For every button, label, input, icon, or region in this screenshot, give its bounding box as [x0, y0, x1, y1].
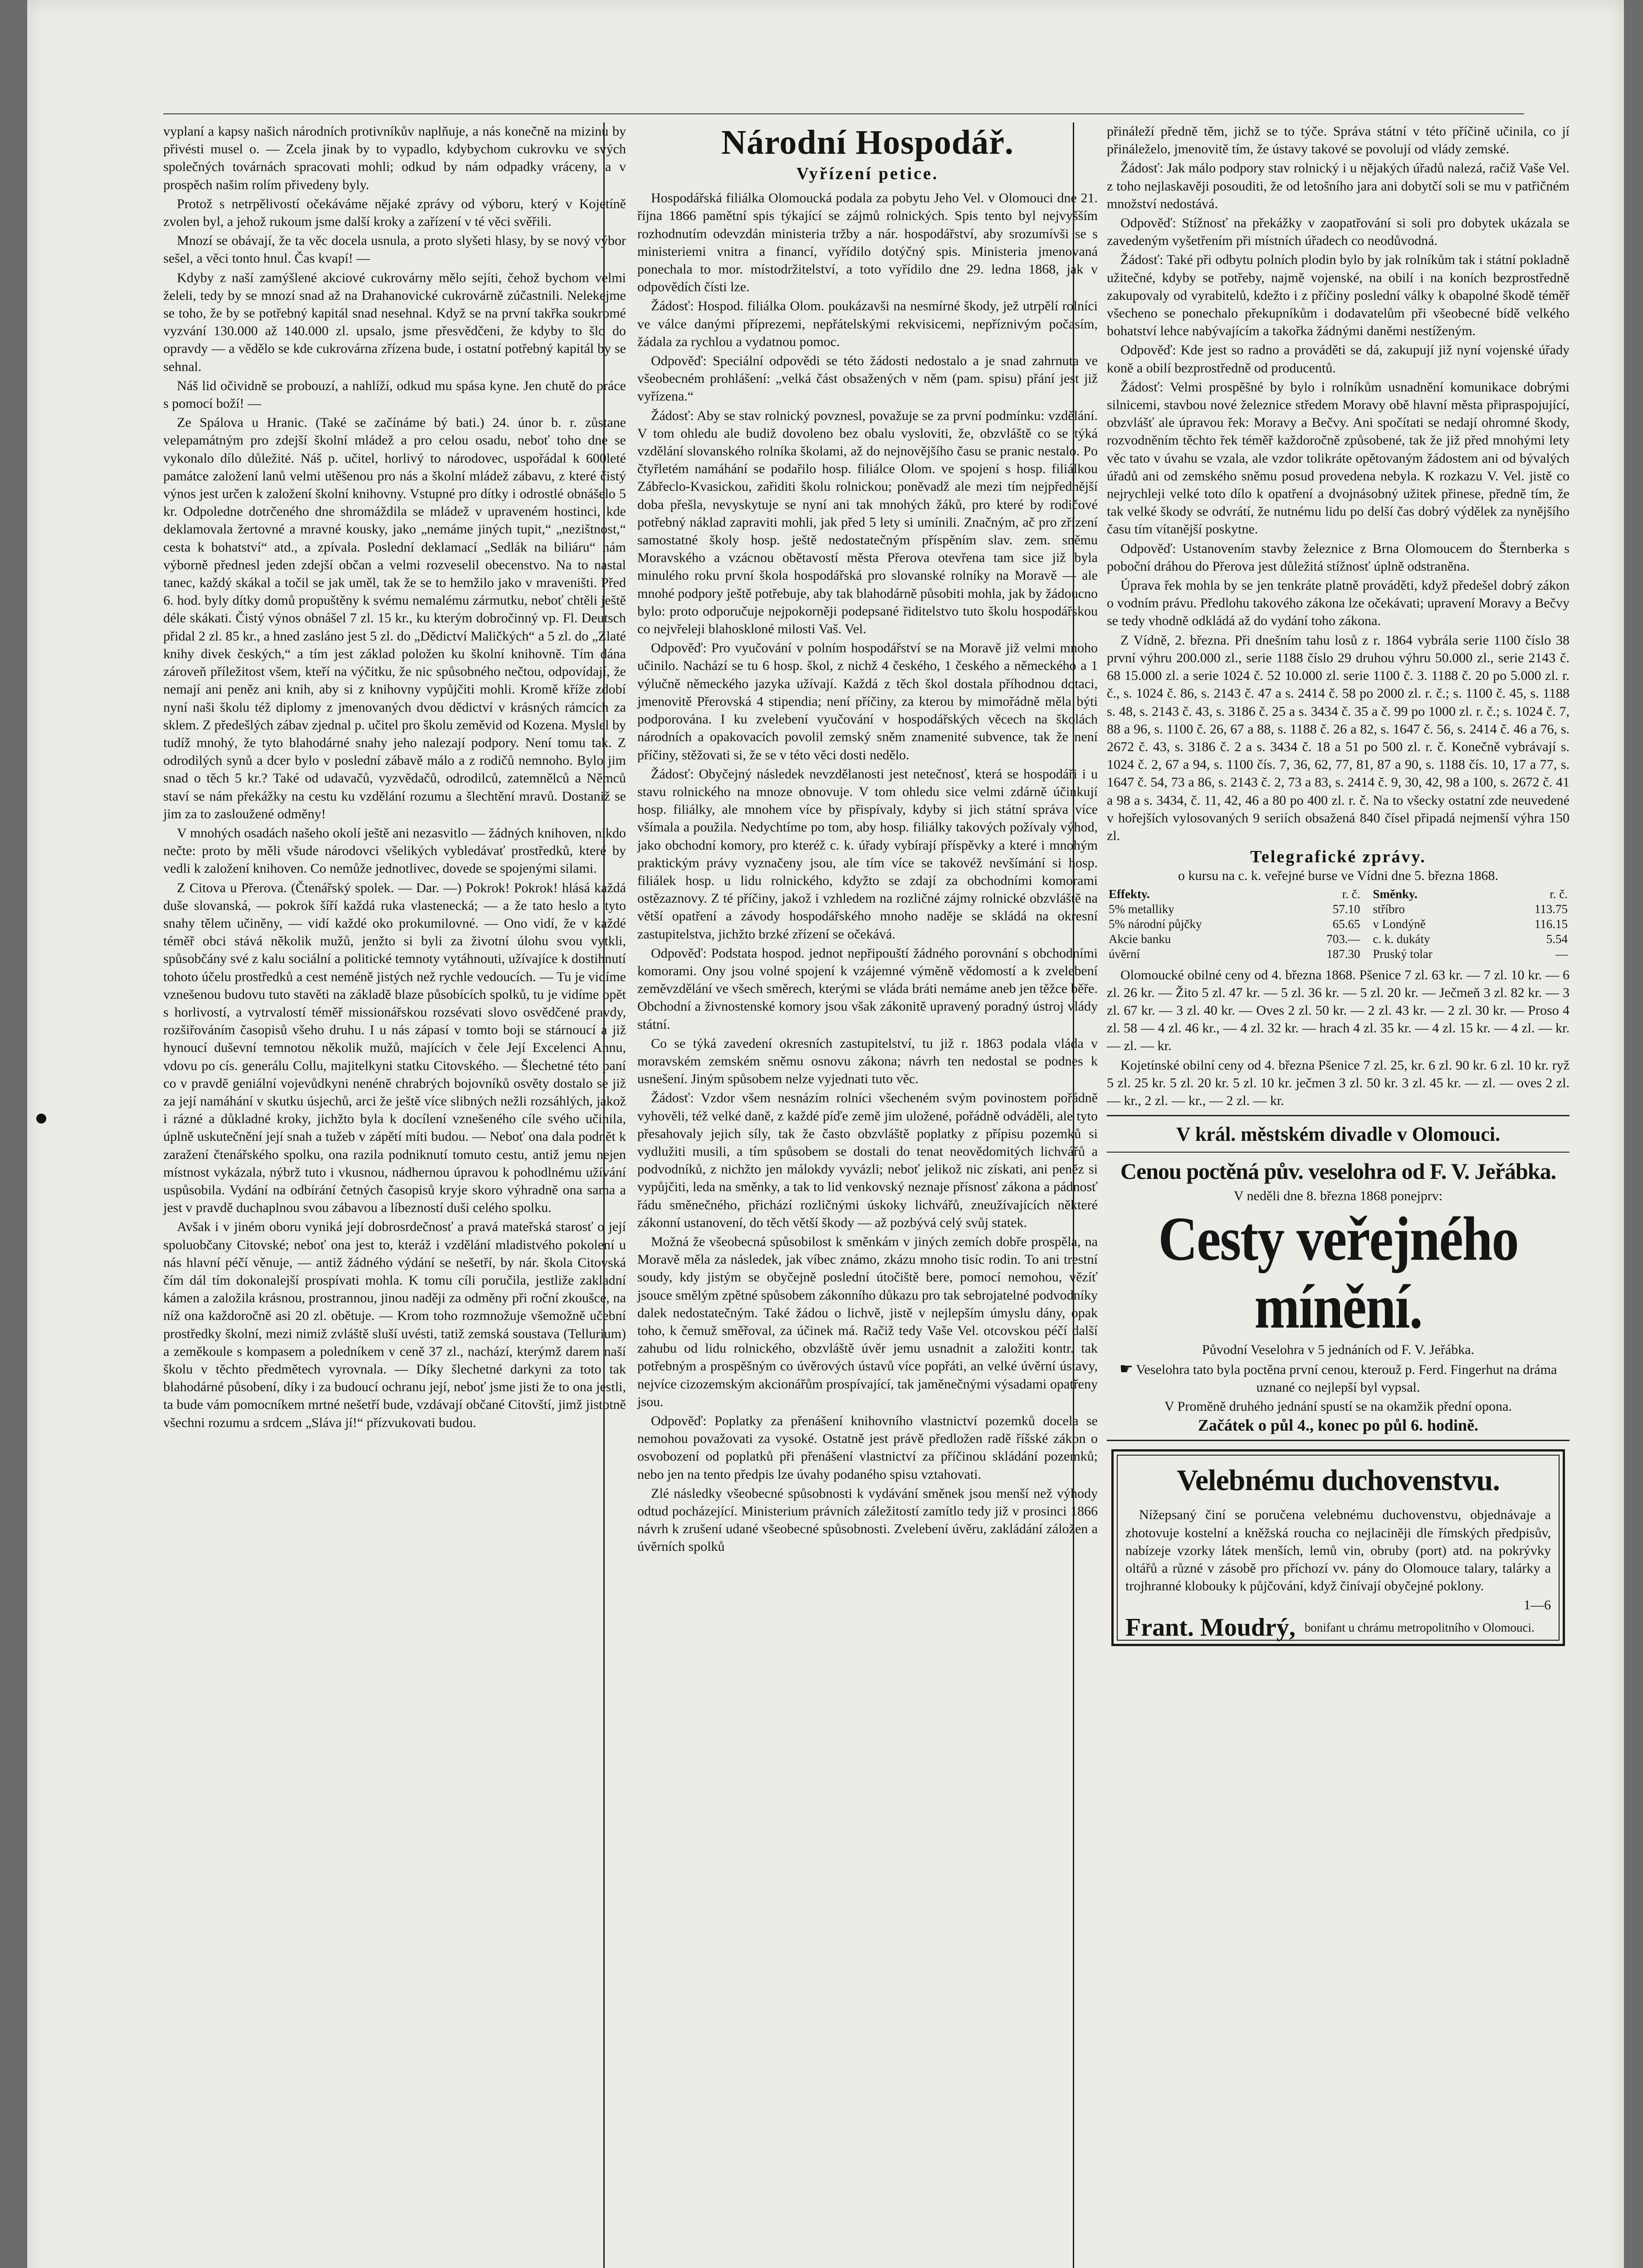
- theatre-play-title: Cesty veřejného mínění.: [1158, 1204, 1518, 1342]
- theatre-note: [1107, 1360, 1570, 1396]
- ad-title: Velebnému duchovenstvu.: [1177, 1464, 1500, 1497]
- paragraph: Úprava řek mohla by se jen tenkráte platně prováděti, když předešel dobrý zákon o vodním právu. Předlohu takového zákona lze očekávati; upravení Moravy a Bečvy se tedy vhodně odkládá až do vydání toho zákona.: [1107, 578, 1570, 629]
- paragraph: Odpověď: Pro vyučování v polním hospodářství se na Moravě již velmi mnoho učinilo. Nachází se tu 6 hosp. škol, z nichž 4 českého, 1 českého a německého a 1 výlučně německého jazyka užívají. Každá z těch škol dostala příhodnou dotaci, jmenovitě Přerovská 4 stipendia; není příčiny, za kterou by mimořádně měla býti podporována. I ku zvelebení vyučování v hospodářských věcech na školách národních a opakovacích povolil zemský sněm znamenité subvence, tak že není příčiny, stěžovati si, že se v této věci dosti nedělo.: [637, 640, 1098, 763]
- paragraph: Žádosť: Také při odbytu polních plodin bylo by jak rolníkům tak i státní pokladně užitečné, kdyby se potřeby, najmě vojenské, na obilí i na koních bezprostředně zakupovaly od vyrabitelů, kdežto i z příčiny poslední války k obapolné škodě téměř všecheno se ponechalo překupníkům i dodavatelům při všeobecné bídě velkého bohatství lehce nabývajícím a takořka žádnými daněmi nestíženým.: [1107, 252, 1570, 339]
- article-citov: Z Citova u Přerova. (Čtenářský spolek. — Dar. —) Pokrok! Pokrok! hlásá každá duše slovanská, — pokrok šíří každá ruka vlastenecká; — a že tato heslo a tyto snahy tělem učiněny, — vidí každé oko prokumilovné. — Ono vidí, že v každé téměř obci stává několik mužů, jenžto si byli za životní úlohu svou vytkli, spůsobčány své z kalu sociální a politické temnoty vytáhnouti, užívajíce k dostihnutí tohoto účelu prostředků a cest neméně jistých než rychle vedoucích. — Tu je vidíme vznešenou budovu tuto stavěti na základě blaze působících spolků, tu je vidíme opět s horlivostí, a vytrvalostí téměř missionářskou rozsévati slovo osvědčené pravdy, rozšiřováním časopisů všeho druhu. I u nás zápasí v tomto boji se stárnoucí a již hynoucí duševní temnotou několik mužů, majících v čele Její Excelenci Annu, vdovu po cís. generálu Collu, majitelkyni statku Citovského. — Šlechetné této paní co v pravdě geniální vojevůdkyni nenéně chrabrých bojovníků osvěty dostalo se již za její namáhání v skutku úsjechů, arci že ještě více slibných nežli rozsáhlých, jakož i rázné a důkladné kroky, jichžto byla k docílení vznešeného cíle svého učinila, úplně uskutečnění její snah a tužeb v zápětí míti budou. — Neboť ona dala podnět k zaražení čtenářského spolku, ona razila podniknutí tomuto cestu, antiž jemu nejen místnost vykázala, nýbrž tuto i vkusnou, nádhernou úpravou k pohodlnému užívání uspůsobila. Vydání na odbírání četných časopisů kryje skoro výhradně ona sama a jest v pravdě duchaplnou svou zábavou a líbezností duši celého spolku.: [163, 880, 626, 1216]
- paragraph: Možná že všeobecná spůsobilost k směnkám v jiných zemích dobře prospěla, na Moravě měla za následek, jak víbec známo, zkázu mnoho tisíc rodin. To ani trestní soudy, kdy jistým se obyčejně poslední útočiště bere, pomocí nemohou, vězíť jsouce smělým zpětné spůsobem zákonního důkazu pro tak sebrojatelné podvodníky dalek nedostatečným. Také žádou o lichvě, jistě v nejlepším úmyslu dány, opak toho, k čemuž směřoval, za účinek má. Račiž tedy Vaše Vel. otcovskou péčí další zahubu od lidu rolnického, obzvláště úvěr jemu usnadnit a založiti kontr. tak potřebným a prospěšným co úvěrových ústavů více popřáti, an velké úvěrní ústavy, nejvíce cizozemským akcionářům prospívající, tak jaměnečnými výsadami opatřeny jsou.: [637, 1234, 1098, 1409]
- exchange-label: Směnky.: [1373, 887, 1418, 901]
- paragraph: přináleží předně těm, jichž se to týče. Správa státní v této příčině učinila, co jí přináleželo, jmenovitě tím, že ústavy takové se povolují od vlády zemské.: [1107, 124, 1570, 157]
- paragraph: Avšak i v jiném oboru vyniká její dobrosrdečnosť a pravá mateřská starosť o její spoluobčany Citovské; neboť ona jest to, kteráž i vzdělání mladistvého pokolení u nás hlavní péčí věnuje, — antiž žádného výdání se nešetří, by nár. škola Citovská čím dál tím dokonalejší prospívati mohla. K tomu cíli poručila, jestliže zakladní kámen a založila krásnou, prostrannou, jinou naději za odměny při roční zkoušce, na níž ona každoročně asi 20 zl. obětuje. — Krom toho rozmnožuje všemožně učební prostředky školní, mezi nimiž zvláště sluší uvésti, tatiž zemská soustava (Tellurium) a zeměkoule s kompasem a poledníkem v ceně 37 zl., nachází, kterýmž darem naší školu v těchto předmětech vyrovnala. — Díky šlechetné darkyni za toto tak blahodárné působení, díky i za budoucí ochranu její, neboť jsme jisti že to ona jestli, ta bude vám pomocníkem mrtné nešetří bude, vzdávají občané Citovští, jimž jistotně všechni rozumu a srdcem „Sláva jí!“ přízvukovati budou.: [163, 1219, 626, 1430]
- newspaper-page: [27, 0, 1624, 2268]
- top-rule: [163, 113, 1524, 114]
- theatre-date: V neděli dne 8. března 1868 ponejprv:: [1233, 1188, 1443, 1204]
- paragraph: Odpověď: Kde jest so radno a prováděti se dá, zakupují již nyní vojenské úřady koně a obilí bezprostředně od producentů.: [1107, 342, 1570, 376]
- paragraph: Mnozí se obávají, že ta věc docela usnula, a proto slyšeti hlasy, by se nový výbor sešel, a věci tonto hnul. Čas kvapí! —: [163, 233, 626, 266]
- exchange-value: 5.54: [1546, 932, 1568, 946]
- binding-hole: [36, 1114, 46, 1124]
- grain-prices-kojetin: Kojetínské obilní ceny od 4. března Pšenice 7 zl. 25, kr. 6 zl. 90 kr. 6 zl. 10 kr. ryž 5 zl. 25 kr. 5 zl. 20 kr. 5 zl. 10 kr. ječmen 3 zl. 50 kr. 3 zl. 45 kr. — zl. — oves 2 zl. — kr., 2 zl. — kr., — 2 zl. — kr.: [1107, 1057, 1570, 1108]
- pointing-hand-icon: ☛: [1119, 1360, 1134, 1378]
- theatre-desc: Původní Veselohra v 5 jednáních od F. V. Jeřábka.: [1202, 1342, 1475, 1358]
- effect-name: 5% metalliky: [1109, 902, 1174, 916]
- paragraph: Žádosť: Jak málo podpory stav rolnický i u nějakých úřadů nalezá, račiž Vaše Vel. z toho nejlaskavěji posouditi, že od letošního jara ani dobytčí soli se mu v patřičném množství nedostává.: [1107, 161, 1570, 211]
- paragraph: Odpověď: Poplatky za přenášení knihovního vlastnictví pozemků docela se nemohou považovati za vysoké. Ostatně jest právě předložen radě říšské zákon o osvobození od poplatků při přenášení vlastnictví za příčinou skládání pozemků; nebo jen na tento předpis lze úvahy podaného spisu vztahovati.: [637, 1413, 1098, 1482]
- advertisement-box: [1111, 1449, 1565, 1646]
- exchange-name: v Londýně: [1373, 917, 1426, 931]
- paragraph: Náš lid očividně se probouzí, a nahlíží, odkud mu spása kyne. Jen chutě do práce s pomocí boží! —: [163, 378, 626, 411]
- divider: [1107, 1440, 1570, 1441]
- paragraph: Kdyby z naší zamýšlené akciové cukrovárny mělo sejíti, čehož bychom velmi želeli, tedy by se mnozí snad až na Drahanovické cukrovárně zúčastnili. Nelekejme se toho, že by se potřebný kapitál snad nesehnal. Když se na první takřka soukromé vyzvání 130.000 až 140.000 zl. upsalo, jsme přesvědčeni, že kdyby to šlo do opravdy — a vědělo se kde cukrovárna zřízena bude, i ostatní potřebný kapitál by se sehnal.: [163, 270, 626, 374]
- paragraph: Co se týká zavedení okresních zastupitelství, tu již r. 1863 podala vláda v moravském zemském sněmu osnovu zákona; návrh ten nedostal se podnes k usnešení. Jiným spůsobem nelze vyjednati tuto věc.: [637, 1036, 1098, 1087]
- ad-ref: 1—6: [1524, 1598, 1551, 1613]
- ad-signature-note: bonifant u chrámu metropolitního v Olomouci.: [1304, 1620, 1535, 1634]
- exchange-value: 116.15: [1534, 917, 1568, 931]
- paragraph: Zlé následky všeobecné spůsobnosti k vydávání směnek jsou menší než výhody odtud pocházející. Ministerium právních záležitostí zamítlo tedy již v prosinci 1866 návrh k zrušení udané všeobecné spůsobnosti. Zvelebení úvěru, zakládání záložen a úvěrních spolků: [637, 1486, 1098, 1554]
- paragraph: Žádosť: Aby se stav rolnický povznesl, považuje se za první podmínku: vzdělání. V tom ohledu ale budiž dovoleno bez obalu vysloviti, že, obzvláště co se týká vzdělání slovanského rolníka školami, až do nejnovějšího času se pranic nestalo. Po čtyřletém namáhání se podařilo hosp. filiálce Olom. ve spojení s hosp. filiálkou Zábřeclo-Kvasickou, zařiditi školu rolnickou; poněvadž ale mezi tím nejpřednější doba přešla, nevyskytuje se nyní ani tak mnohých žáků, pro které by rodičové potřebný náklad zapraviti mohli, jak před 5 lety si umínili. Značným, ač pro zřízení samostatné školy hosp. ještě nedostatečným příspěním slav. zem. sněmu Moravského a vzácnou obětavostí města Přerova otevřena tam sice již byla minulého roku první škola hospodářská pro slovanské rolníky na Moravě — ale mnohé podpory ještě potřebuje, aby tak blahodárně působiti mohla, jak by žádoucno bylo: proto odporučuje nejpokorněji podepsané řiditelstvo tuto školu hospodářskou co nejvřeleji blahoskloné milosti Vaš. Vel.: [637, 408, 1098, 637]
- exchange-name: c. k. dukáty: [1373, 932, 1430, 946]
- ad-signature-name: Frant. Moudrý,: [1125, 1613, 1296, 1642]
- paragraph: Žádosť: Hospod. filiálka Olom. poukázavši na nesmírné škody, jež utrpělí rolníci ve válce danými příprezemi, nepřátelskými rekvisicemi, nepříznivým počasím, žádala za rychlou a vydatnou pomoc.: [637, 298, 1098, 349]
- paragraph: Odpověď: Ustanovením stavby železnice z Brna Olomoucem do Šternberka s poboční dráhou do Přerova jest důležitá stížnosť úplně odstraněna.: [1107, 541, 1570, 574]
- theatre-change: V Proměně druhého jednání spustí se na okamžik přední opona.: [1164, 1398, 1512, 1414]
- effect-value: 703.—: [1326, 932, 1360, 946]
- theatre-title: V král. městském divadle v Olomouci.: [1176, 1123, 1501, 1146]
- paragraph: Žádosť: Velmi prospěšné by bylo i rolníkům usnadnění komunikace dobrými silnicemi, stavbou nové železnice středem Moravy obě hlavní města připraspojující, obzvlášť ale úpravou řek: Moravy a Bečvy. Ani spočítati se nedají ohromné škody, rozvodněním těchto řek téměř každoročně způsobené, tak že již před mnohými lety věc tato v úvahu se vzala, ale vzdor tolikráte opětovaným žádostem ani od bývalých úřadů ani od zemského sněmu posud provedena nebyla. K rozkazu V. Vel. jistě co nejrychleji velké toto dílo k opatření a dvojnásobný užitek přinese, předně tím, že tak velké škody se odvrátí, že nutnému lidu po delší čas dobrý výdělek za nynějšího času tím vítanější poskytne.: [1107, 379, 1570, 537]
- effect-name: úvěrní: [1109, 947, 1140, 961]
- paragraph: Odpověď: Speciální odpovědi se této žádosti nedostalo a je snad zahrnuta ve všeobecném prohlášení: „velká část obsažených v něm (pam. spisu) přání jest již vyřízena.“: [637, 353, 1098, 404]
- table-row: [1107, 932, 1570, 947]
- effect-value: 57.10: [1332, 902, 1360, 916]
- divider: [1107, 1115, 1570, 1116]
- paragraph: vyplaní a kapsy našich národních protivníkův naplňuje, a nás konečně na mizinu by přivésti musel o. — Zcela jinak by to vypadlo, kdybychom cukrovku ve svých společných továrnách spracovati mohli; odkud by nám odpadky vráceny, a v prospěch našim rolím přivedeny byly.: [163, 124, 626, 192]
- effect-name: Akcie banku: [1109, 932, 1171, 946]
- table-row: [1107, 917, 1570, 932]
- column-1: [163, 122, 626, 1433]
- paragraph: Žádosť: Vzdor všem nesnázím rolníci všecheném svým povinostem pořádně vyhověli, též velké daně, z každé píďe země jim uložené, pořádně odváděli, ale tyto přesahovaly jejich síly, tak že často obzvláště poplatky z přípisu pozemků si vydlužiti musili, a tím spůsobem se dostali do tenat neovědomitých lichvářů a podvodníků, z nichžto jen málokdy vyvázli; neboť jelikož nic získati, ani peněz si vypůjčiti, leda na směnky, a tak to lid venkovský neznaje přísnosť zákona a pádnosť řádu směnečného, přichází rozličnými úskoky lichvářů, zneužívajících některé zákonní ustanovení, do těch větší škody — až pozbývá celý svůj statek.: [637, 1090, 1098, 1230]
- exchange-value: —: [1555, 947, 1568, 961]
- effect-name: 5% národní půjčky: [1109, 917, 1202, 931]
- paragraph: Odpověď: Podstata hospod. jednot nepřipouští žádného porovnání s obchodními komorami. Ony jsou volné spojení k vzájemné výměně vědomostí a k zvelebení zeměvzdělání ve všech směrech, kterými se vláda bráti nemáme aneb jen těžce běře. Obchodní a živnostenské komory jsou však zákonitě upravený poradný ústroj vlády státní.: [637, 945, 1098, 1032]
- ad-text: Nížepsaný činí se poručena velebnému duchovenstvu, objednávaje a zhotovuje kostelní a kněžská roucha co nejlaciněji dle římských předpisův, nabízeje vzorky látek menších, lemů vin, obruby (port) atd. na pokrývky oltářů a různé v zásobě pro příchozí vv. pány do Olomouce talary, talárky a trojhranné klobouky k půjčování, když činívají obyčejné poklony.: [1125, 1507, 1551, 1594]
- lottery-report: Z Vídně, 2. března. Při dnešním tahu losů z r. 1864 vybrála serie 1100 číslo 38 první výhru 200.000 zl., serie 1188 číslo 29 druhou výhru 50.000 zl., serie 2143 č. 68 15.000 zl. a serie 1024 č. 52 10.000 zl. serie 1100 č. 3. 1188 č. 20 po 5.000 zl. r. č., s. 1024 č. 86, s. 2143 č. 47 a s. 2414 č. 58 po 2000 zl. r. č.; s. 1100 č. 45, s. 1188 s. 48, s. 2143 č. 43, s. 3186 č. 25 a s. 3434 č. 35 a č. 99 po 1000 zl. r. č.; s. 1024 č. 7, 88 a 96, s. 1100 č. 26, 67 a 88, s. 1188 č. 26 a 82, s. 1647 č. 56, s. 2414 č. 46 a 76, s. 2672 č. 43, s. 3186 č. 2 a s. 3434 č. 18 a 51 po 500 zl. r. č. Konečně vybrávají s. 1024 č. 2, 67 a 94, s. 1100 čís. 7, 36, 62, 77, 81, 87 a 90, s. 1188 čís. 10, 17 a 77, s. 1647 č. 54, 73 a 86, s. 2143 č. 2, 73 a 83, s. 2414 č. 9, 30, 42, 98 a 100, s. 2672 č. 41 a 98 a s. 3434, č. 11, 42, 46 a 80 po 400 zl. r. č. Na to všecky ostatní zde neuvedené v hořejších vylosovaných 9 seriích obsažená 840 čísel připadá nejmenší výhra 150 zl.: [1107, 632, 1570, 843]
- paragraph: Protož s netrpělivostí očekáváme nějaké zprávy od výboru, který v Kojetíně zvolen byl, a jehož rukoum jsme další kroky a zařízení v té věci svěřili.: [163, 196, 626, 230]
- ad-signature: [1125, 1613, 1551, 1642]
- telegraph-title: Telegrafické zprávy.: [1250, 847, 1426, 867]
- paragraph: V mnohých osadách našeho okolí ještě ani nezasvitlo — žádných knihoven, nikdo nečte: proto by měli všude národovci všelikých vybledávať prostředků, které by vedli k založení knihoven. Co nemůže jednotlivec, dovede se spojenými silami.: [163, 825, 626, 876]
- effects-label: Effekty.: [1109, 887, 1150, 901]
- section-subtitle: Vyřízení petice.: [796, 164, 939, 183]
- theatre-time: Začátek o půl 4., konec po půl 6. hodině.: [1198, 1416, 1479, 1435]
- paragraph: Hospodářská filiálka Olomoucká podala za pobytu Jeho Vel. v Olomouci dne 21. října 1866 pamětní spis týkající se zájmů rolnických. Spis tento byl nejvyšším rozhodnutím odevzdán ministeria tržby a nár. hospodářství, aby srozumívši se s ministeriemi vnitra a financí, vyřídilo dotýčný spis. Ministeria jmenovaná ponechala to mor. místodržitelství, a toto vyřídilo dne 29. ledna 1868, jak v odpovědích čísti lze.: [637, 191, 1098, 295]
- effect-value: 65.65: [1332, 917, 1360, 931]
- section-title: Národní Hospodář.: [721, 123, 1014, 161]
- theatre-benefit: Cenou poctěná pův. veselohra od F. V. Jeřábka.: [1120, 1158, 1556, 1184]
- column-3: [1107, 122, 1570, 1646]
- effects-unit: r. č.: [1342, 887, 1360, 901]
- exchange-name: Pruský tolar: [1373, 947, 1433, 961]
- exchange-unit: r. č.: [1550, 887, 1568, 901]
- theatre-note-text: Veselohra tato byla poctěna první cenou, kterouž p. Ferd. Fingerhut na dráma uznané co nejlepší byl vypsal.: [1136, 1362, 1557, 1395]
- divider: [1107, 1152, 1570, 1153]
- table-row: [1107, 947, 1570, 962]
- table-row: [1107, 902, 1570, 917]
- paragraph: Odpověď: Stížnosť na překážky v zaopatřování si soli pro dobytek ukázala se zavedeným vyšetřením při místních úřadech co neodůvodná.: [1107, 215, 1570, 249]
- telegraph-intro: o kursu na c. k. veřejné burse ve Vídni dne 5. března 1868.: [1178, 868, 1498, 884]
- exchange-table: [1107, 887, 1570, 962]
- exchange-name: stříbro: [1373, 902, 1405, 916]
- column-2: [637, 122, 1098, 1557]
- grain-prices-olomouc: Olomoucké obilné ceny od 4. března 1868. Pšenice 7 zl. 63 kr. — 7 zl. 10 kr. — 6 zl. 26 kr. — Žito 5 zl. 47 kr. — 5 zl. 36 kr. — 5 zl. 20 kr. — Ječmeň 3 zl. 82 kr. — 3 zl. 67 kr. — 3 zl. 40 kr. — Oves 2 zl. 50 kr. — 2 zl. 43 kr. — 2 zl. 30 kr. — Proso 4 zl. 58 — 4 zl. 46 kr., — 4 zl. 32 kr. — hrach 4 zl. 35 kr. — 4 zl. 15 kr. — 4 zl. — kr. — zl. — kr.: [1107, 967, 1570, 1054]
- paragraph: Žádosť: Obyčejný následek nevzdělanosti jest netečnosť, která se hospodáři i u stavu rolnického na mnoze obnovuje. V tom ohledu sice velmi zdárně účinkují hosp. filiálky, ale mnohem více by přispívaly, kdyby si jich státní správa více všímala a použila. Nedychtíme po tom, aby hosp. filiálky takových požívaly výhod, jako obchodní komory, pro kteréž c. k. úřady vybírají příspěvky a které i mnohým praktickým právy vyznačeny jsou, ale tím více se takovéž nevšímání si hosp. filiálek hosp. u lidu rolnického, kdyžto se zdají za obchodními komorami ostězaznovy. Z té příčiny, jakož i vzhledem na rozličné zájmy rolnické obzvláště na větší opatření a závody hospodářského mnoho naděje se skládá na okresní zastupitelstva, jichžto brzké zřízení se očekává.: [637, 766, 1098, 942]
- effect-value: 187.30: [1326, 947, 1360, 961]
- exchange-value: 113.75: [1534, 902, 1568, 916]
- article-spalov: Ze Spálova u Hranic. (Také se začínáme bý bati.) 24. únor b. r. zůstane velepamátným pro zdejší školní mládež a pro celou osadu, neboť toho dne se vykonalo dílo důležité. Náš p. učitel, horlivý to národovec, uspořádal k 600leté památce založení lanů velmi utěšenou pro nás a školní mládež zábavu, z které čistý výnos jest určen k založení školní knihovny. Vstupné pro dítky i odrostlé obnášelo 5 kr. Odpoledne dotrčeného dne shromáždila se mládež v upraveném hostinci, kde deklamovala žertovné a mravné kousky, jako „nemáme jiných tupit,“ „nezištnost,“ cesta k bohatství“ atd., a zpívala. Poslední deklamací „Sedlák na biliáru“ nám výborně přednesl jeden zdejší občan a velmi rozveselil obecenstvo. Na to nastal tanec, každý skákal a točil se jak uměl, tak že se to hemžilo jako v mraveništi. Před 6. hod. byly dítky domů propuštěny k svému nemalému zármutku, neboť chtěli ještě déle skákati. Čistý výnos obnášel 7 zl. 15 kr., ku kterým dobročinný vp. Fl. Deutsch přidal 2 zl. 85 kr., a hned zasláno jest 5 zl. do „Dědictví Maličkých“ a 5 zl. do „Zlaté knihy divek českých,“ a tím jest základ položen ku školní knihovně. Tím dána zároveň příležitost všem, kteří na výčitku, že nic spůsobného nečtou, odpovídají, že nemají ani peněz ani knih, aby si z knihovny vypůjčiti mohli. Kromě kříže zdobí nyní naši školu též diplomy z jmenovaných dvou dědictví v krásných rámcích za sklem. Z předešlých zábav zjednal p. učitel pro školu zeměvid od Kozena. Myslel by tudíž mnohý, že tyto blahodárné snahy jeho nalezají podpory. Není tomu tak. Z odrodilých synů a dcer bylo v poslední zábavě málo a z rodičů nemnoho. Bylo jim snad o těch 5 kr.? Také od udavačů, vyzvědačů, odrodilců, zatemnělců a Němců staví se nám překážky na cestu ku vzdělání rozumu a šlechtění mravů. Dostaniž se jim za to zasloužené odměny!: [163, 415, 626, 821]
